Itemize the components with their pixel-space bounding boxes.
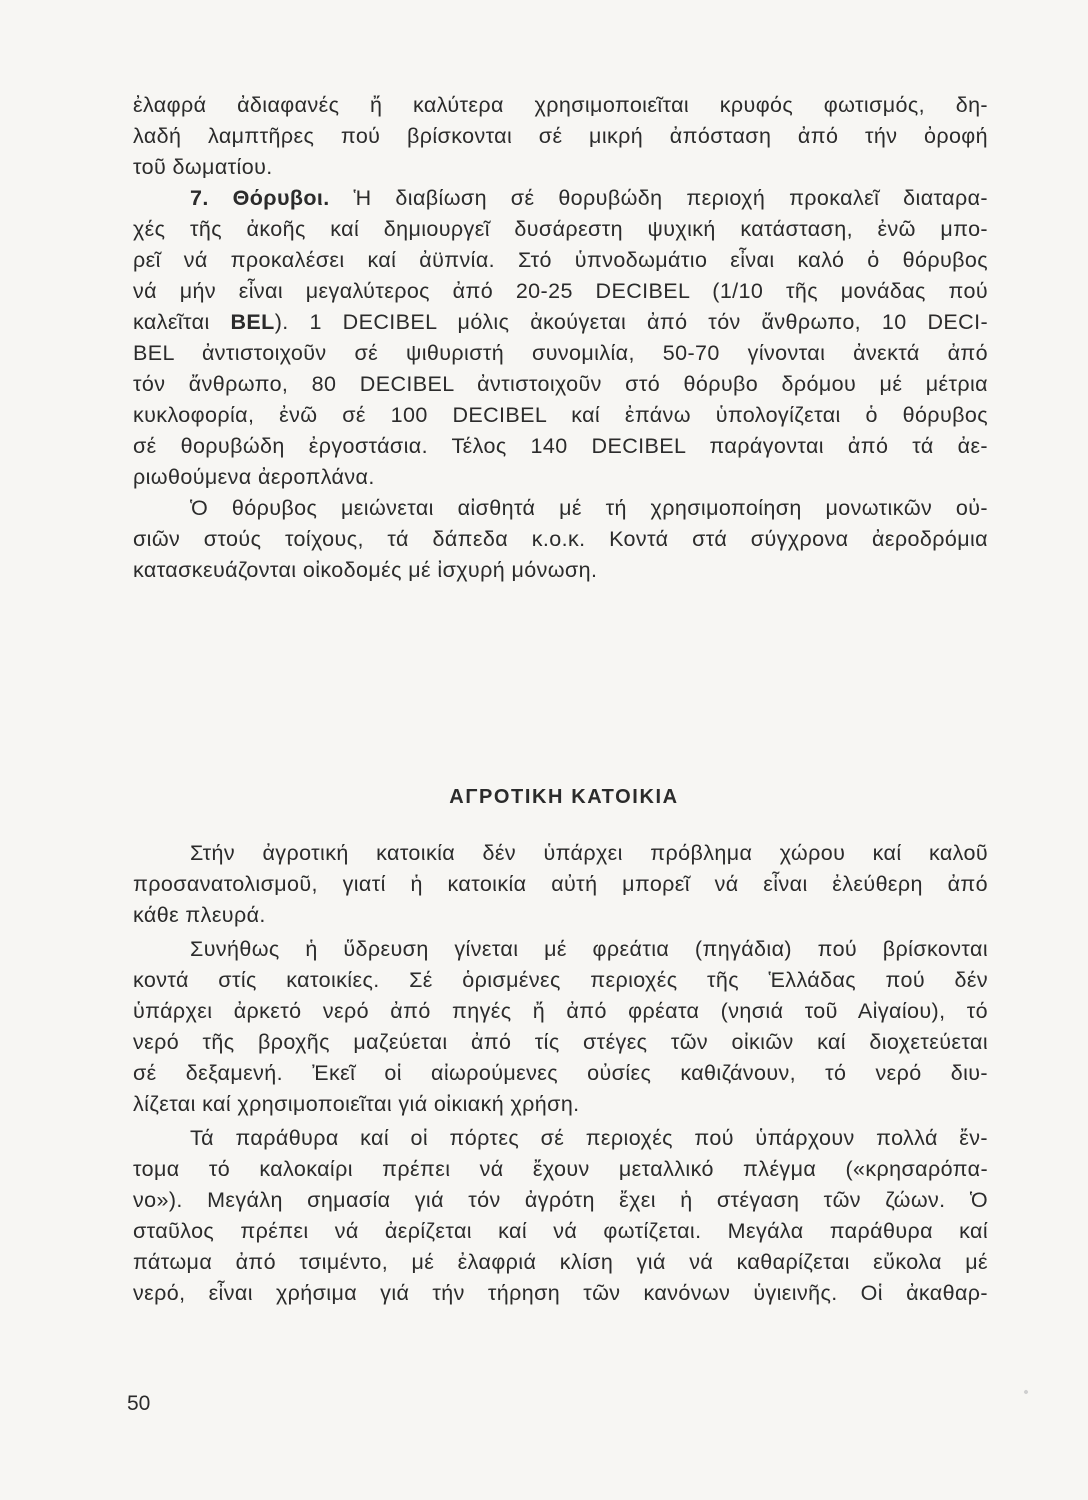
bel-term: BEL <box>230 310 275 334</box>
paragraph-line: τομα τό καλοκαίρι πρέπει νά ἔχουν μεταλλικό πλέγμα («κρησαρόπα- <box>133 1157 988 1181</box>
paragraph-line: ὑπάρχει ἀρκετό νερό ἀπό πηγές ἤ ἀπό φρέατα (νησιά τοῦ Αἰγαίου), τό <box>133 999 988 1023</box>
paragraph-line: λαδή λαμπτῆρες πού βρίσκονται σέ μικρή ἀπόσταση ἀπό τήν ὀροφή <box>133 124 988 148</box>
paragraph-line: Στήν ἀγροτική κατοικία δέν ὑπάρχει πρόβλημα χώρου καί καλοῦ <box>190 841 988 865</box>
paragraph-line: νο»). Μεγάλη σημασία γιά τόν ἀγρότη ἔχει ἡ στέγαση τῶν ζώων. Ὁ <box>133 1188 988 1212</box>
noise-paragraph-first-line <box>133 183 988 214</box>
paragraph-text: καλεῖται <box>133 310 231 334</box>
paragraph-line: λίζεται καί χρησιμοποιεῖται γιά οἰκιακή χρήση. <box>133 1092 580 1116</box>
paragraph-line: ριωθούμενα ἀεροπλάνα. <box>133 465 375 489</box>
paragraph-line: σέ θορυβώδη ἐργοστάσια. Τέλος 140 DECIBEL παράγονται ἀπό τά ἀε- <box>133 434 988 458</box>
paragraph-line: ρεῖ νά προκαλέσει καί ἀϋπνία. Στό ὑπνοδωμάτιο εἶναι καλό ὁ θόρυβος <box>133 248 988 272</box>
top-text-block <box>133 90 988 586</box>
paragraph-line: νερό, εἶναι χρήσιμα γιά τήν τήρηση τῶν κανόνων ὑγιεινῆς. Οἱ ἀκαθαρ- <box>133 1281 988 1305</box>
paragraph-line: κατασκευάζονται οἰκοδομές μέ ἰσχυρή μόνωση. <box>133 558 598 582</box>
paragraph-line: BEL ἀντιστοιχοῦν σέ ψιθυριστή συνομιλία, 50-70 γίνονται ἀνεκτά ἀπό <box>133 341 988 365</box>
paragraph-line: νά μήν εἶναι μεγαλύτερος ἀπό 20-25 DECIBEL (1/10 τῆς μονάδας πού <box>133 279 988 303</box>
page-number: 50 <box>127 1392 151 1415</box>
paragraph-line: κυκλοφορία, ἐνῶ σέ 100 DECIBEL καί ἐπάνω ὑπολογίζεται ὁ θόρυβος <box>133 403 988 427</box>
paragraph-line: Συνήθως ἡ ὕδρευση γίνεται μέ φρεάτια (πηγάδια) πού βρίσκονται <box>190 937 988 961</box>
paragraph-line: προσανατολισμοῦ, γιατί ἡ κατοικία αὐτή μπορεῖ νά εἶναι ἐλεύθερη ἀπό <box>133 872 988 896</box>
paragraph-line: τοῦ δωματίου. <box>133 155 273 179</box>
paragraph-line: χές τῆς ἀκοῆς καί δημιουργεῖ δυσάρεστη ψυχική κατάσταση, ἐνῶ μπο- <box>133 217 988 241</box>
scan-speck <box>1023 1389 1029 1395</box>
paragraph-line: τόν ἄνθρωπο, 80 DECIBEL ἀντιστοιχοῦν στό θόρυβο δρόμου μέ μέτρια <box>133 372 988 396</box>
paragraph-line: σέ δεξαμενή. Ἐκεῖ οἱ αἰωρούμενες οὐσίες καθιζάνουν, τό νερό διυ- <box>133 1061 988 1085</box>
paragraph-line: ἐλαφρά ἀδιαφανές ἤ καλύτερα χρησιμοποιεῖται κρυφός φωτισμός, δη- <box>133 93 988 117</box>
paragraph-line: πάτωμα ἀπό τσιμέντο, μέ ἐλαφριά κλίση γιά νά καθαρίζεται εὔκολα μέ <box>133 1250 988 1274</box>
paragraph-text: ). 1 DECIBEL μόλις ἀκούγεται ἀπό τόν ἄνθρωπο, 10 DECI- <box>274 310 989 334</box>
paragraph-line: σιῶν στούς τοίχους, τά δάπεδα κ.ο.κ. Κοντά στά σύγχρονα ἀεροδρόμια <box>133 527 988 551</box>
paragraph-line: σταῦλος πρέπει νά ἀερίζεται καί νά φωτίζεται. Μεγάλα παράθυρα καί <box>133 1219 988 1243</box>
bottom-text-block <box>133 838 988 1309</box>
paragraph-text: Ἡ διαβίωση σέ θορυβώδη περιοχή προκαλεῖ διαταρα- <box>329 186 988 210</box>
paragraph-line: νερό τῆς βροχῆς μαζεύεται ἀπό τίς στέγες τῶν οἰκιῶν καί διοχετεύεται <box>133 1030 988 1054</box>
paragraph-line: Ὁ θόρυβος μειώνεται αἰσθητά μέ τή χρησιμοποίηση μονωτικῶν οὐ- <box>190 496 988 520</box>
noise-section-label: 7. Θόρυβοι. <box>190 186 330 210</box>
paragraph-line <box>133 307 988 338</box>
paragraph-line: κάθε πλευρά. <box>133 903 266 927</box>
paragraph-line: Τά παράθυρα καί οἱ πόρτες σέ περιοχές πού ὑπάρχουν πολλά ἔν- <box>190 1126 988 1150</box>
paragraph-line: κοντά στίς κατοικίες. Σέ ὁρισμένες περιοχές τῆς Ἑλλάδας πού δέν <box>133 968 988 992</box>
section-heading: ΑΓΡΟΤΙΚΗ ΚΑΤΟΙΚΙΑ <box>449 786 679 808</box>
